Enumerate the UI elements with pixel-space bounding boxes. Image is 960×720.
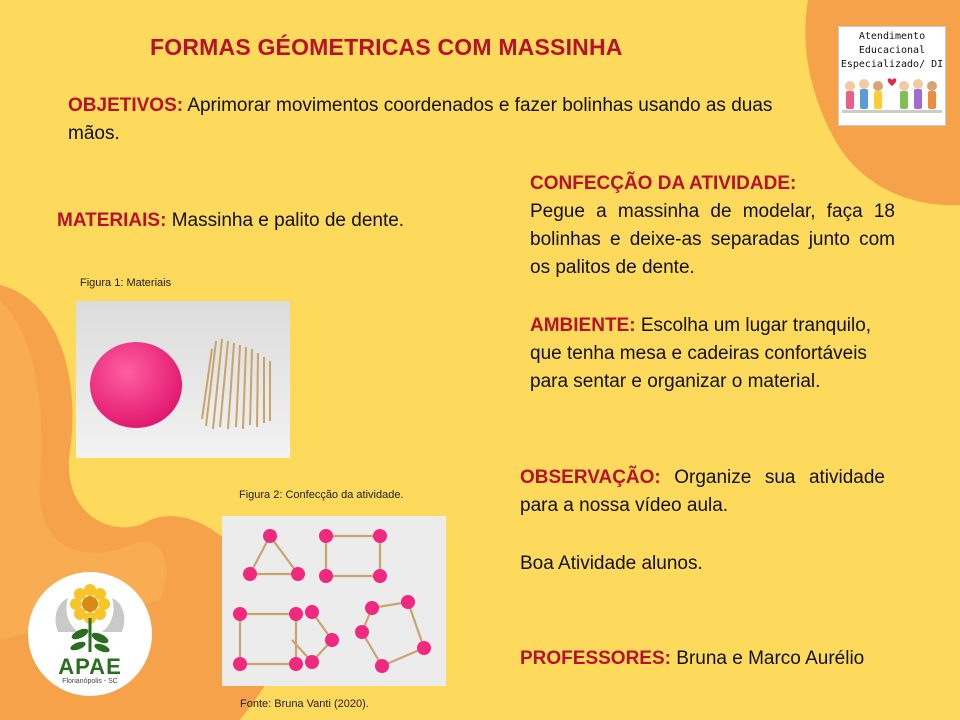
objetivos-text: Aprimorar movimentos coordenados e fazer bolinhas usando as duas mãos. [68, 95, 773, 144]
objetivos-label: OBJETIVOS: [68, 95, 184, 116]
observacao-block [520, 464, 885, 520]
confeccao-block [530, 170, 895, 282]
observacao-label: OBSERVAÇÃO: [520, 467, 661, 488]
sunflower-hands-icon [28, 572, 152, 658]
figure-1-caption: Figura 1: Materiais [80, 277, 172, 289]
page-title: FORMAS GÉOMETRICAS COM MASSINHA [150, 34, 623, 60]
confeccao-label: CONFECÇÃO DA ATIVIDADE: [530, 173, 797, 194]
ambiente-text: Escolha um lugar tranquilo, que tenha mesa e cadeiras confortáveis para sentar e organizar o material. [530, 315, 872, 392]
materiais-label: MATERIAIS: [57, 210, 167, 231]
professores-text: Bruna e Marco Aurélio [676, 648, 865, 669]
materiais-block [57, 207, 477, 235]
apae-city: Florianópolis - SC [62, 678, 118, 685]
objetivos-block [68, 92, 798, 148]
professores-label: PROFESSORES: [520, 648, 671, 669]
figure-1-photo [76, 301, 290, 458]
ambiente-label: AMBIENTE: [530, 315, 636, 336]
figure-2-caption: Figura 2: Confecção da atividade. [239, 489, 404, 501]
professores-block [520, 645, 920, 673]
figure-source: Fonte: Bruna Vanti (2020). [240, 698, 369, 710]
materiais-text: Massinha e palito de dente. [171, 210, 405, 231]
ambiente-block [530, 312, 900, 396]
figure-2-photo [222, 516, 446, 686]
confeccao-text: Pegue a massinha de modelar, faça 18 bolinhas e deixe-as separadas junto com os palitos de dente. [530, 201, 895, 278]
apae-logo [28, 572, 152, 696]
aee-badge [838, 26, 946, 126]
clay-ball-icon [90, 342, 182, 428]
badge-line-1: Atendimento [858, 31, 926, 42]
children-illustration-icon [840, 72, 944, 124]
greeting-text: Boa Atividade alunos. [520, 553, 703, 574]
apae-name: APAE [58, 654, 122, 679]
badge-line-2: Educacional [858, 45, 926, 56]
badge-line-3: Especializado/ DI [840, 59, 944, 70]
observacao-text: Organize sua atividade para a nossa vídeo aula. [520, 467, 885, 516]
